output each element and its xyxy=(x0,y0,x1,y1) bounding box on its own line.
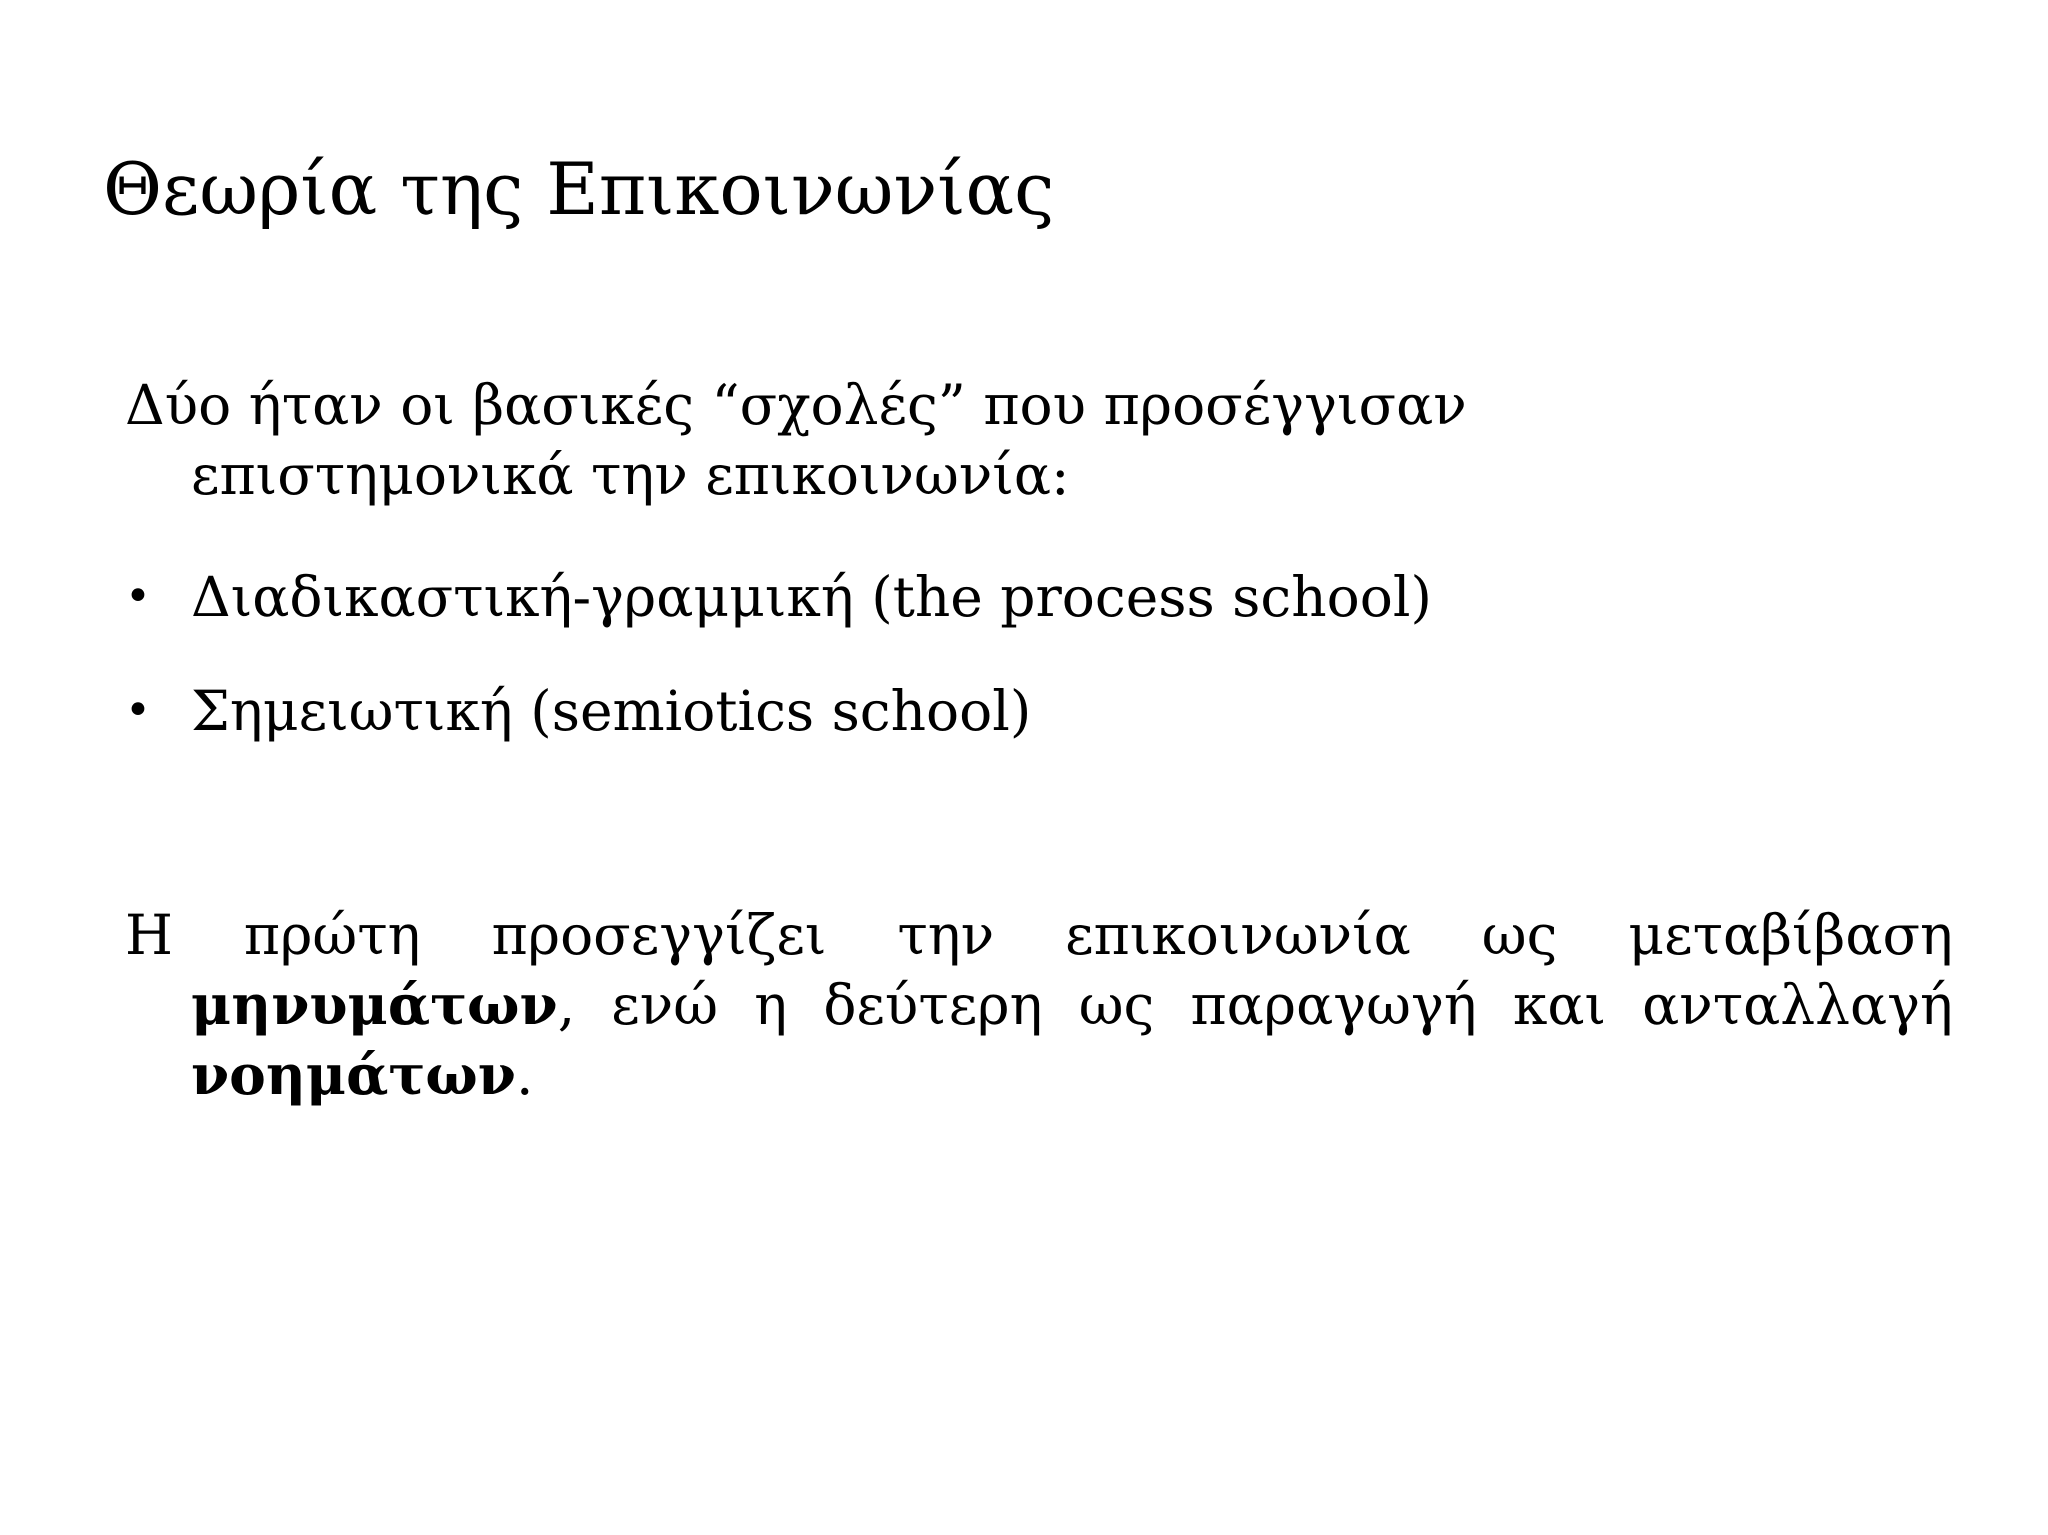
bullet-item-semiotics-school xyxy=(125,676,1432,746)
bullet-icon: • xyxy=(125,685,151,736)
bullet-list xyxy=(125,562,1432,790)
paragraph-bold-meanings: νοημάτων xyxy=(191,1042,516,1107)
paragraph-bold-messages: μηνυμάτων xyxy=(191,972,558,1037)
slide-title: Θεωρία της Επικοινωνίας xyxy=(103,147,1055,231)
summary-paragraph xyxy=(125,900,1953,1110)
paragraph-text-1: Η πρώτη προσεγγίζει την επικοινωνία ως μεταβίβαση xyxy=(125,903,1953,967)
bullet-text: Διαδικαστική-γραμμική (the process school) xyxy=(191,565,1432,629)
bullet-icon: • xyxy=(125,571,151,622)
paragraph-text-2: , ενώ η δεύτερη ως παραγωγή και ανταλλαγή xyxy=(557,973,1953,1037)
bullet-item-process-school xyxy=(125,562,1432,632)
bullet-text: Σημειωτική (semiotics school) xyxy=(191,679,1032,743)
intro-text: Δύο ήταν οι βασικές “σχολές” που προσέγγισαν επιστημονικά την επικοινωνία: xyxy=(125,373,1467,507)
paragraph-text-3: . xyxy=(515,1043,534,1107)
